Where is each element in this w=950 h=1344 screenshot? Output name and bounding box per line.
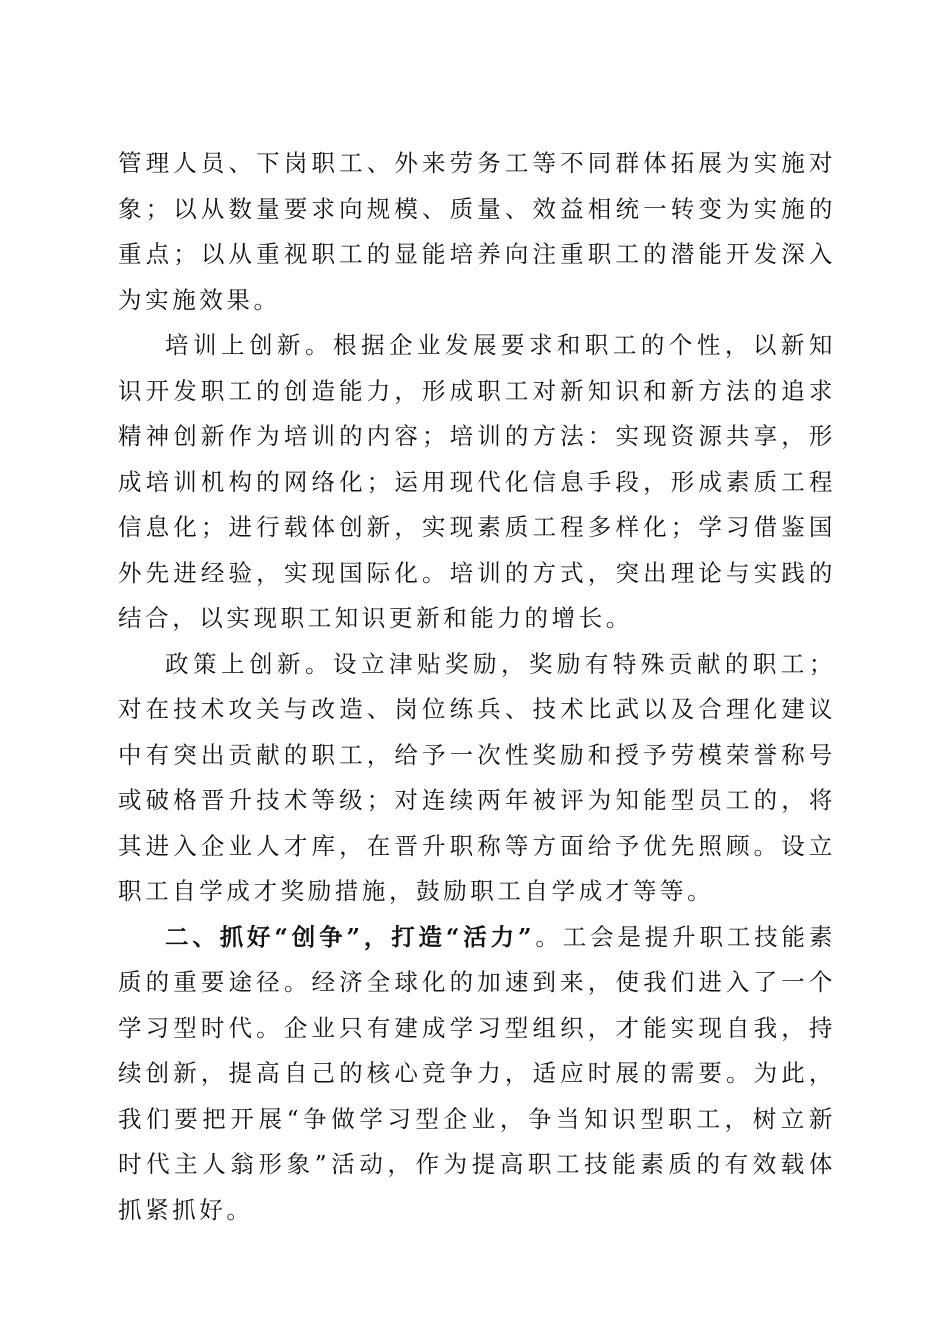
paragraph-implementation-targets [118,141,836,323]
paragraph-section-two [118,915,836,1234]
paragraph-policy-innovation [118,642,836,915]
paragraph-training-innovation [118,323,836,642]
paragraph-text: 政策上创新。设立津贴奖励，奖励有特殊贡献的职工；对在技术攻关与改造、岗位练兵、技术比武以及合理化建议中有突出贡献的职工，给予一次性奖励和授予劳模荣誉称号或破格晋升技术等级；对连续两年被评为知能型员工的，将其进入企业人才库，在晋升职称等方面给予优先照顾。设立职工自学成才奖励措施，鼓励职工自学成才等等。 [118,649,836,905]
paragraph-text: 培训上创新。根据企业发展要求和职工的个性，以新知识开发职工的创造能力，形成职工对新知识和新方法的追求精神创新作为培训的内容；培训的方法：实现资源共享，形成培训机构的网络化；运用现代化信息手段，形成素质工程信息化；进行载体创新，实现素质工程多样化；学习借鉴国外先进经验，实现国际化。培训的方式，突出理论与实践的结合，以实现职工知识更新和能力的增长。 [118,331,836,632]
section-heading: 二、抓好“创争”，打造“活力” [165,922,536,951]
paragraph-text: 管理人员、下岗职工、外来劳务工等不同群体拓展为实施对象；以从数量要求向规模、质量、效益相统一转变为实施的重点；以从重视职工的显能培养向注重职工的潜能开发深入为实施效果。 [118,149,836,314]
document-body [118,141,836,1233]
paragraph-text: 。工会是提升职工技能素质的重要途径。经济全球化的加速到来，使我们进入了一个学习型时代。企业只有建成学习型组织，才能实现自我，持续创新，提高自己的核心竞争力，适应时展的需要。为此，我们要把开展“争做学习型企业，争当知识型职工，树立新时代主人翁形象”活动，作为提高职工技能素质的有效载体抓紧抓好。 [118,922,836,1224]
